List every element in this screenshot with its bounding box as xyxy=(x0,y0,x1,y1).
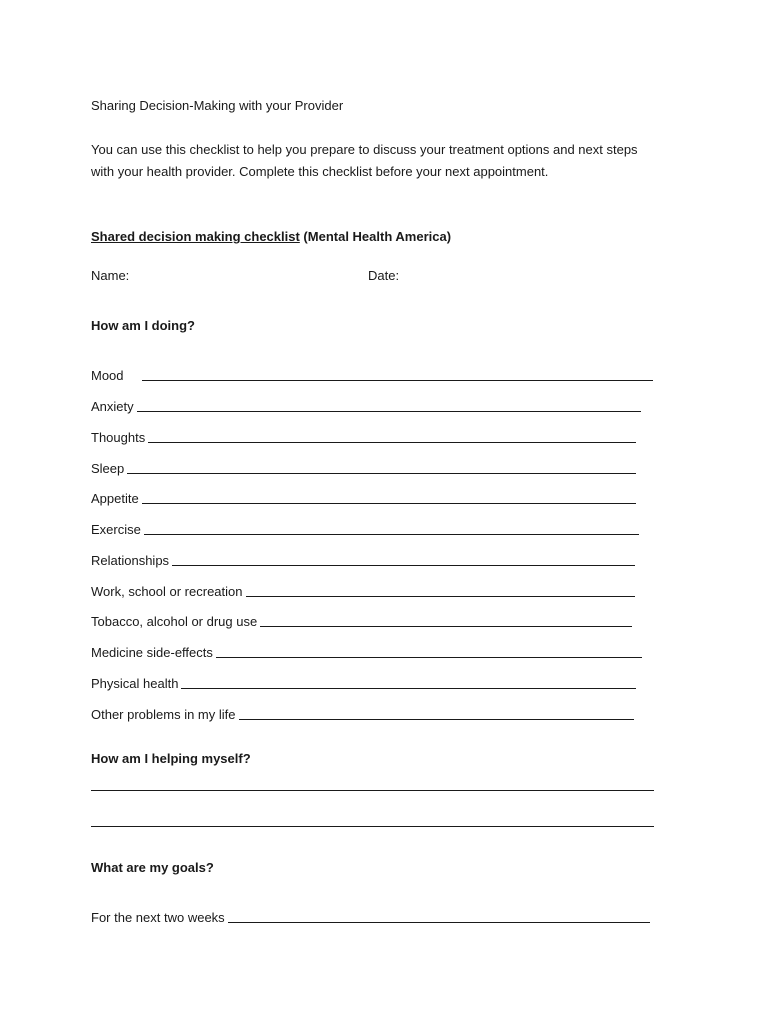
field-underline[interactable] xyxy=(216,656,642,658)
field-label: Anxiety xyxy=(91,399,134,414)
field-underline[interactable] xyxy=(142,379,653,381)
field-underline[interactable] xyxy=(239,718,634,720)
helping-answer-line-1[interactable] xyxy=(91,790,654,791)
section-how-am-i-helping-myself: How am I helping myself? xyxy=(91,751,251,766)
field-underline[interactable] xyxy=(246,595,635,597)
field-underline[interactable] xyxy=(127,472,636,474)
field-label: Tobacco, alcohol or drug use xyxy=(91,614,258,629)
field-label: Sleep xyxy=(91,461,125,476)
field-label: Medicine side-effects xyxy=(91,645,213,660)
field-label: Thoughts xyxy=(91,430,146,445)
field-underline[interactable] xyxy=(181,687,636,689)
checklist-source: (Mental Health America) xyxy=(299,229,452,244)
field-label: Mood xyxy=(91,368,124,383)
field-relationships[interactable] xyxy=(91,551,635,569)
field-label: Work, school or recreation xyxy=(91,584,243,599)
field-underline[interactable] xyxy=(142,502,636,504)
name-date-row xyxy=(91,268,691,286)
field-mood[interactable] xyxy=(91,366,653,384)
field-medicine-side-effects[interactable] xyxy=(91,643,642,661)
field-label: For the next two weeks xyxy=(91,910,225,925)
field-underline[interactable] xyxy=(172,564,635,566)
field-underline[interactable] xyxy=(137,410,641,412)
field-goal-next-two-weeks[interactable] xyxy=(91,908,650,926)
field-other-problems[interactable] xyxy=(91,705,634,723)
checklist-heading-row xyxy=(91,229,451,245)
checklist-heading-link: Shared decision making checklist xyxy=(91,229,300,244)
section-how-am-i-doing: How am I doing? xyxy=(91,318,195,333)
field-work-school-recreation[interactable] xyxy=(91,582,635,600)
intro-text-line-2: with your health provider. Complete this checklist before your next appointment. xyxy=(91,164,549,179)
field-label: Appetite xyxy=(91,491,139,506)
name-label: Name: xyxy=(91,268,130,283)
section-what-are-my-goals: What are my goals? xyxy=(91,860,214,875)
field-underline[interactable] xyxy=(260,625,632,627)
field-underline[interactable] xyxy=(144,533,639,535)
field-underline[interactable] xyxy=(148,441,636,443)
field-underline[interactable] xyxy=(228,921,650,923)
field-physical-health[interactable] xyxy=(91,674,636,692)
document-title: Sharing Decision-Making with your Provider xyxy=(91,98,344,113)
field-exercise[interactable] xyxy=(91,520,639,538)
field-label: Relationships xyxy=(91,553,170,568)
helping-answer-line-2[interactable] xyxy=(91,826,654,827)
intro-text-line-1: You can use this checklist to help you prepare to discuss your treatment options and next steps xyxy=(91,142,638,157)
date-label: Date: xyxy=(368,268,400,283)
field-thoughts[interactable] xyxy=(91,428,636,446)
field-appetite[interactable] xyxy=(91,489,636,507)
field-anxiety[interactable] xyxy=(91,397,641,415)
field-tobacco-alcohol-drug-use[interactable] xyxy=(91,612,632,630)
field-label: Other problems in my life xyxy=(91,707,236,722)
field-sleep[interactable] xyxy=(91,459,636,477)
field-label: Physical health xyxy=(91,676,179,691)
field-label: Exercise xyxy=(91,522,141,537)
